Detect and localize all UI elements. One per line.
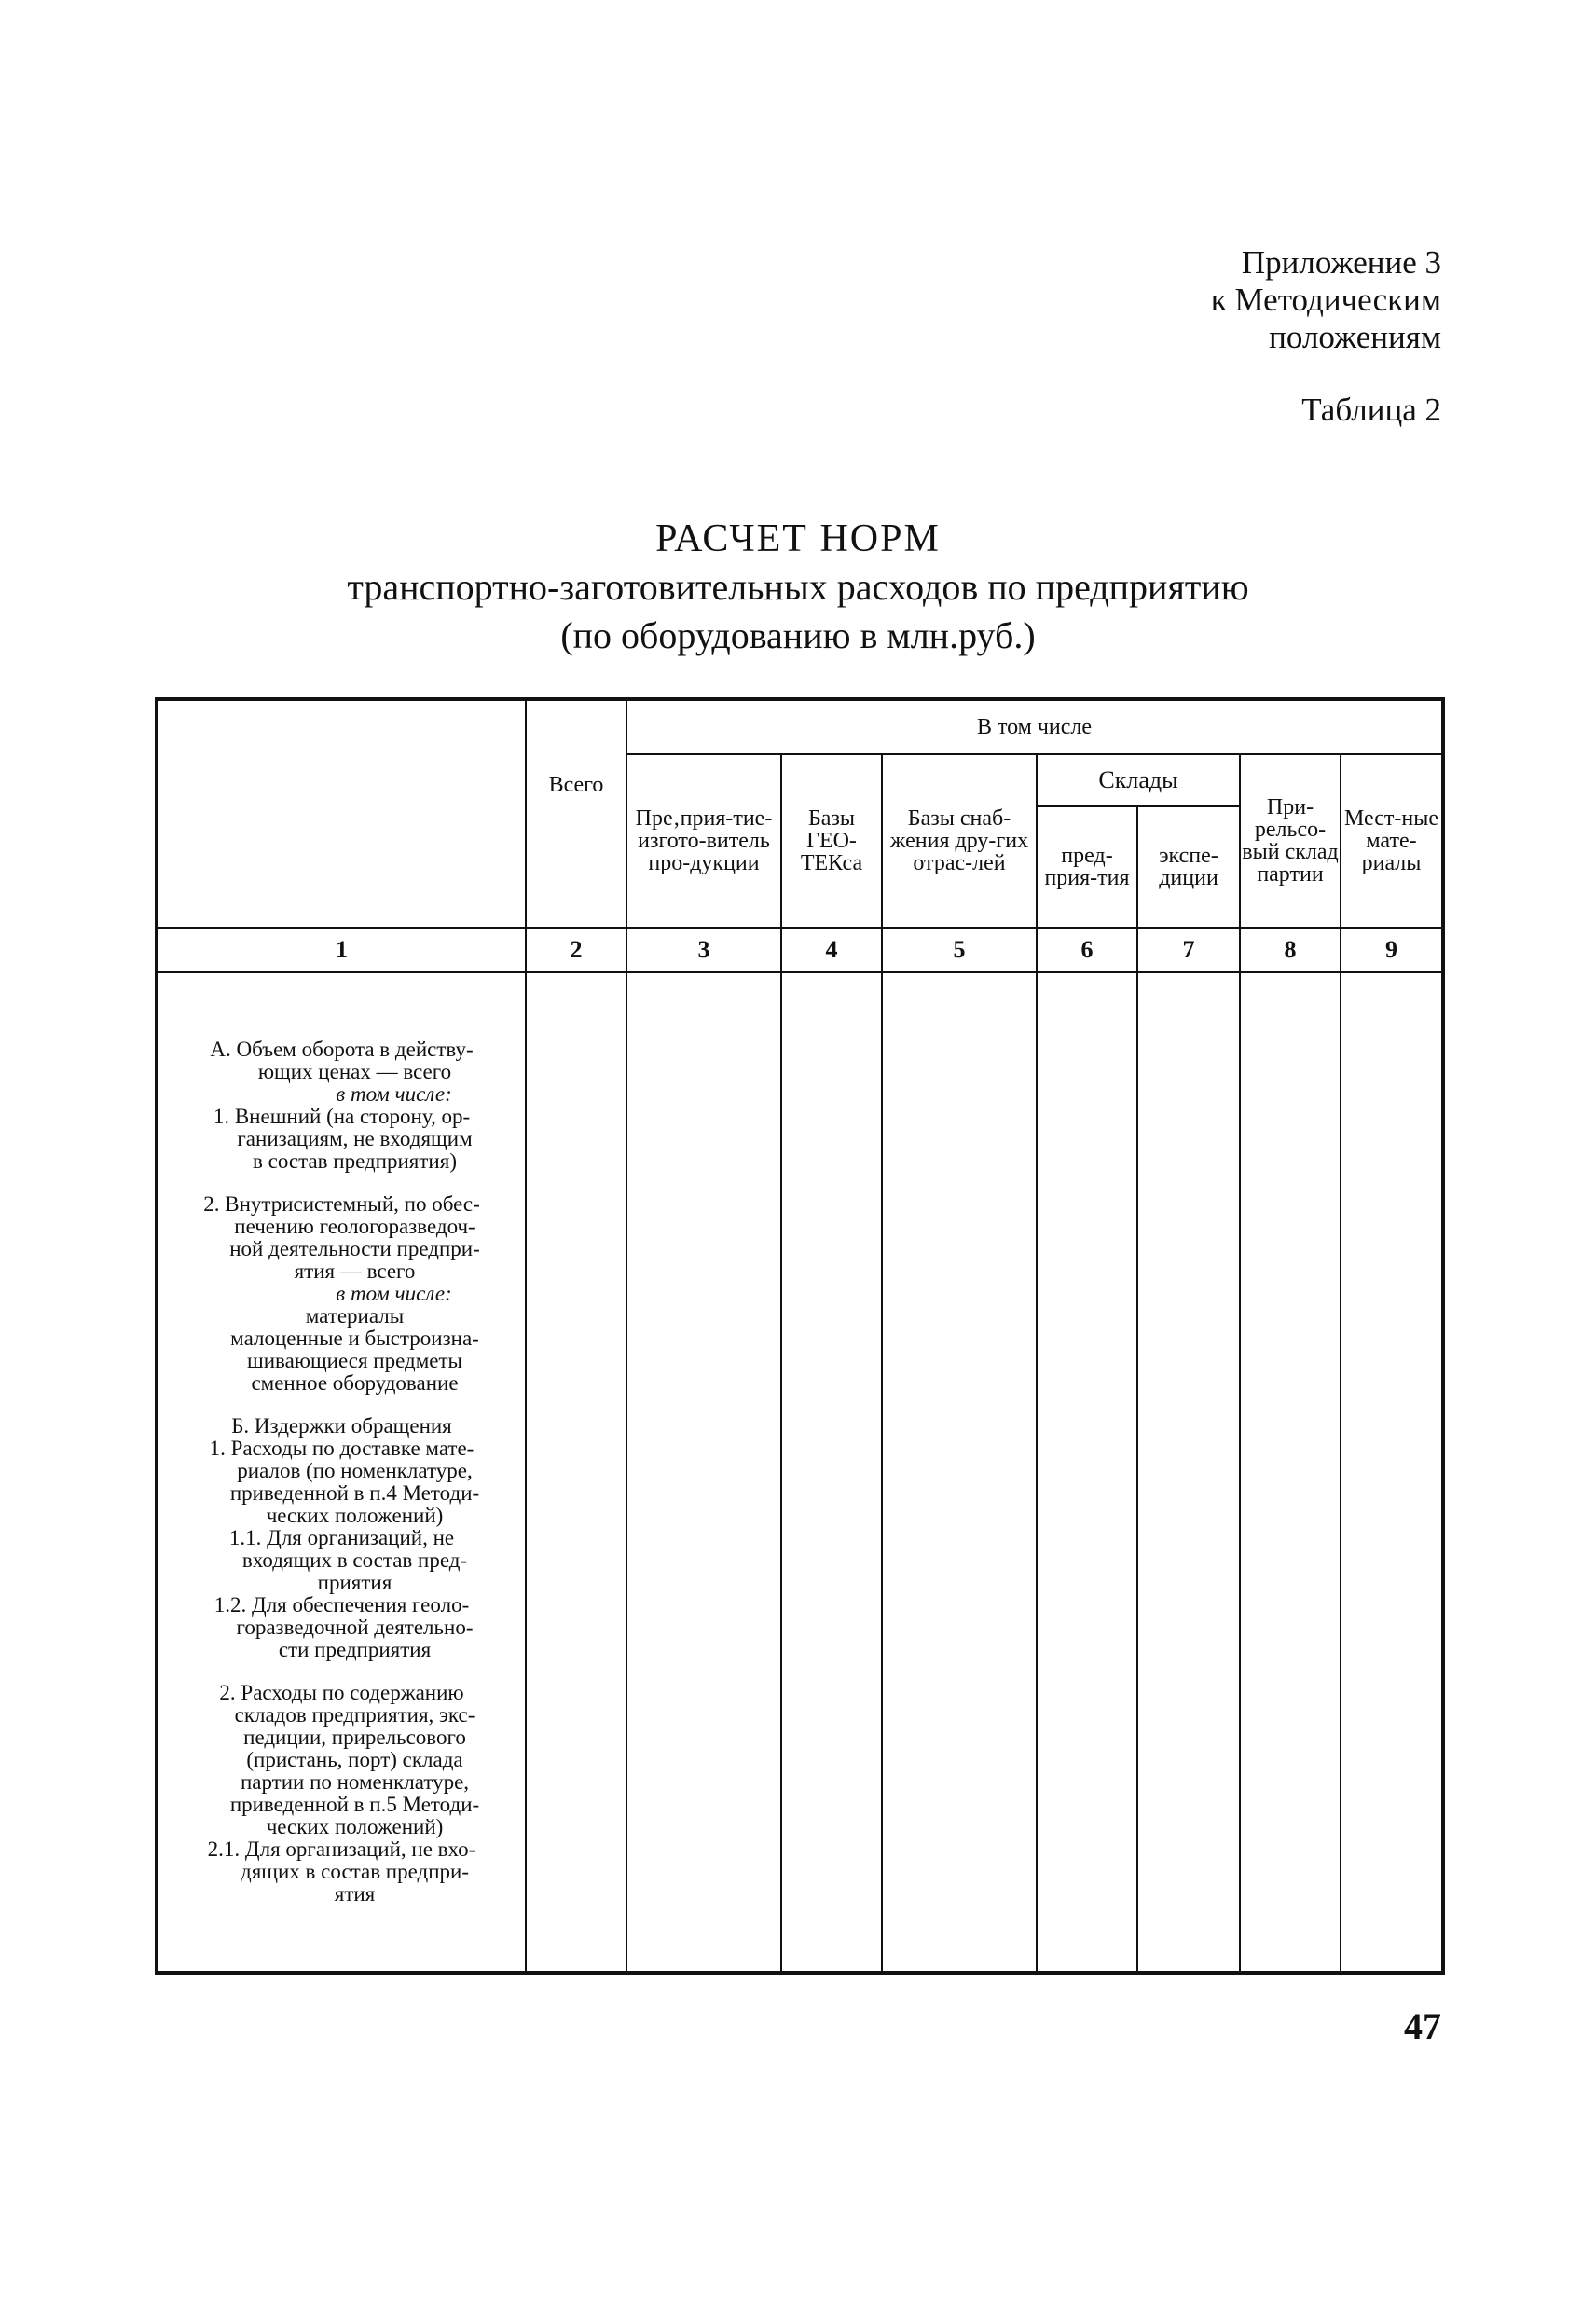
data-cell-col7 [1137, 972, 1240, 1973]
row-a4: 1. Внешний (на сторону, ор- [213, 1105, 471, 1128]
row-b1: 2. Внутрисистемный, по обес- [203, 1192, 480, 1216]
header-vsego: Всего [526, 699, 626, 928]
row-a3: в том числе: [336, 1082, 452, 1106]
data-cell-col8 [1240, 972, 1341, 1973]
col-number: 5 [882, 928, 1037, 972]
header-col7: экспе-диции [1137, 806, 1240, 928]
row-b6: материалы [305, 1304, 405, 1328]
header-col8: При-рельсо-вый склад партии [1240, 754, 1341, 928]
data-cell-col6 [1037, 972, 1137, 1973]
header-sklady: Склады [1037, 754, 1240, 806]
header-empty-cell [157, 699, 526, 928]
norms-table [155, 697, 1445, 1975]
header-v-tom-chisle: В том числе [626, 699, 1443, 754]
appendix-line-3: положениям [1269, 319, 1441, 355]
title-main: РАСЧЕТ НОРМ [655, 517, 941, 560]
row-a6: в состав предприятия) [253, 1149, 457, 1173]
row-d10: ятия [334, 1882, 376, 1906]
col-number: 8 [1240, 928, 1341, 972]
col-number: 7 [1137, 928, 1240, 972]
col-number: 6 [1037, 928, 1137, 972]
row-d8: 2.1. Для организаций, не вхо- [207, 1837, 476, 1861]
page-number: 47 [1404, 2005, 1441, 2047]
col-number: 2 [526, 928, 626, 972]
row-c4: приведенной в п.4 Методи- [229, 1481, 480, 1505]
title-sub-1: транспортно-заготовительных расходов по предприятию [347, 566, 1249, 608]
row-b8: шивающиеся предметы [247, 1349, 462, 1372]
row-d6: приведенной в п.5 Методи- [229, 1793, 480, 1816]
row-a5: ганизациям, не входящим [237, 1127, 473, 1150]
col-number: 9 [1341, 928, 1443, 972]
header-col9: Мест-ные мате-риалы [1341, 754, 1443, 928]
row-b2: печению геологоразведоч- [234, 1215, 475, 1238]
data-cell-col9 [1341, 972, 1443, 1973]
row-c5: ческих положений) [266, 1504, 444, 1527]
data-cell-col3 [626, 972, 781, 1973]
appendix-note [1211, 244, 1441, 356]
row-c7: входящих в состав пред- [241, 1548, 468, 1572]
header-col6: пред-прия-тия [1037, 806, 1137, 928]
row-b4: ятия — всего [294, 1259, 416, 1283]
row-c2: 1. Расходы по доставке мате- [209, 1437, 475, 1460]
col-number: 4 [781, 928, 882, 972]
col-number: 3 [626, 928, 781, 972]
row-d7: ческих положений) [266, 1815, 444, 1838]
row-c10: горазведочной деятельно- [236, 1616, 474, 1639]
row-labels [157, 972, 526, 1973]
row-d3: педиции, прирельсового [243, 1726, 466, 1749]
header-col4: Базы ГЕО-ТЕКса [781, 754, 882, 928]
row-d2: складов предприятия, экс- [234, 1703, 475, 1727]
header-col5: Базы снаб-жения дру-гих отрас-лей [882, 754, 1037, 928]
row-d1: 2. Расходы по содержанию [219, 1681, 464, 1704]
header-col3: Пре‚прия-тие-изгото-витель про-дукции [626, 754, 781, 928]
row-a1: А. Объем оборота в действу- [210, 1038, 474, 1061]
row-b3: ной деятельности предпри- [229, 1237, 480, 1260]
row-c6: 1.1. Для организаций, не [228, 1526, 455, 1549]
row-c3: риалов (по номенклатуре, [237, 1459, 473, 1482]
row-c11: сти предприятия [278, 1638, 432, 1661]
row-b9: сменное оборудование [251, 1371, 459, 1395]
row-c8: приятия [317, 1571, 392, 1594]
title-sub-2: (по оборудованию в млн.руб.) [560, 614, 1036, 656]
row-c9: 1.2. Для обеспечения геоло- [213, 1593, 470, 1617]
row-b5: в том числе: [336, 1282, 452, 1305]
row-d4: (пристань, порт) склада [246, 1748, 463, 1771]
row-a2: ющих ценах — всего [257, 1060, 452, 1083]
table-label: Таблица 2 [1301, 392, 1441, 428]
page-title [0, 515, 1596, 660]
row-d5: партии по номенклатуре, [240, 1770, 470, 1794]
data-cell-col4 [781, 972, 882, 1973]
data-cell-col2 [526, 972, 626, 1973]
appendix-line-2: к Методическим [1210, 282, 1441, 318]
col-number: 1 [157, 928, 526, 972]
appendix-line-1: Приложение 3 [1241, 244, 1441, 281]
row-c1: Б. Издержки обращения [231, 1414, 452, 1438]
data-cell-col5 [882, 972, 1037, 1973]
row-b7: малоценные и быстроизна- [230, 1327, 479, 1350]
row-d9: дящих в состав предпри- [241, 1860, 469, 1883]
